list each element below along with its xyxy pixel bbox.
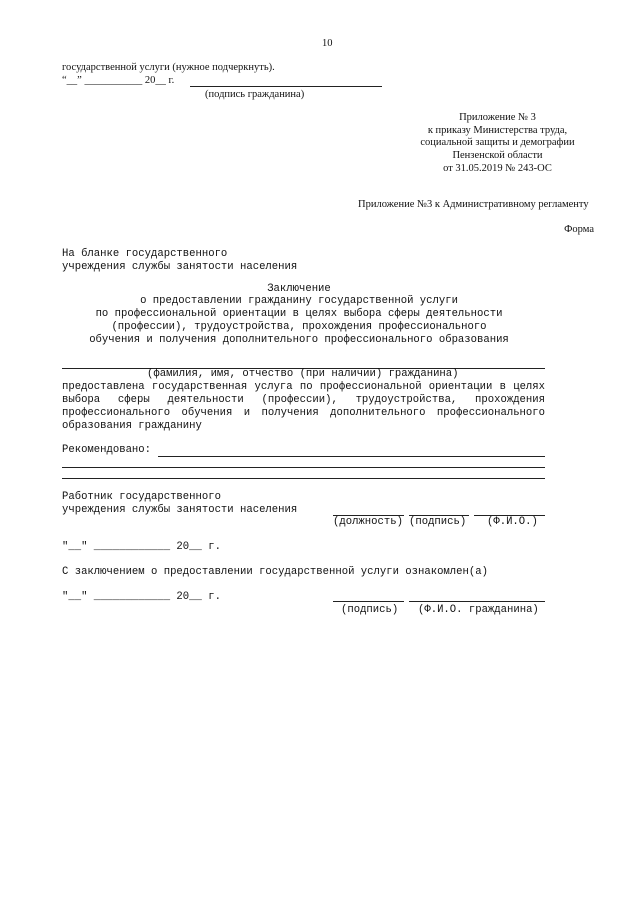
- appendix-line: к приказу Министерства труда,: [427, 125, 568, 136]
- citizen-full-name-caption: (Ф.И.О. гражданина): [418, 604, 539, 616]
- form-title: Заключение: [267, 283, 331, 295]
- date-line: "__" ____________ 20__ г.: [62, 591, 221, 603]
- subtitle-line: о предоставлении гражданину государственной услуги: [140, 295, 458, 307]
- body-line: образования гражданину: [62, 420, 202, 432]
- letterhead-line: На бланке государственного: [62, 248, 228, 260]
- worker-line: учреждения службы занятости населения: [62, 504, 298, 516]
- recommendation-line: [62, 478, 545, 479]
- signature-line: [333, 601, 404, 602]
- page-number: 10: [322, 38, 333, 49]
- form-label: Форма: [564, 224, 594, 235]
- subtitle-line: по профессиональной ориентации в целях выбора сферы деятельности: [95, 308, 503, 320]
- appendix-line: Приложение № 3: [459, 112, 536, 123]
- subtitle-line: обучения и получения дополнительного профессионального образования: [89, 334, 509, 346]
- date-line: “__” ___________ 20__ г.: [62, 75, 175, 86]
- regulation-appendix: Приложение №3 к Административному регламенту: [358, 199, 589, 210]
- continuation-text: государственной услуги (нужное подчеркнуть).: [62, 62, 275, 73]
- body-line: выбора сферы деятельности (профессии), трудоустройства, прохождения: [62, 394, 545, 406]
- recommended-label: Рекомендовано:: [62, 444, 152, 456]
- appendix-line: Пензенской области: [452, 150, 543, 161]
- appendix-line: от 31.05.2019 № 243-ОС: [443, 163, 552, 174]
- signature-caption: (подпись): [409, 516, 467, 528]
- citizen-name-caption: (фамилия, имя, отчество (при наличии) гражданина): [147, 368, 459, 380]
- signature-line: [190, 86, 382, 87]
- recommendation-line: [158, 456, 545, 457]
- position-caption: (должность): [333, 516, 403, 528]
- date-line: "__" ____________ 20__ г.: [62, 541, 221, 553]
- appendix-line: социальной защиты и демографии: [420, 137, 575, 148]
- body-line: предоставлена государственная услуга по профессиональной ориентации в целях: [62, 381, 545, 393]
- recommendation-line: [62, 467, 545, 468]
- full-name-caption: (Ф.И.О.): [487, 516, 538, 528]
- full-name-line: [409, 601, 545, 602]
- worker-line: Работник государственного: [62, 491, 221, 503]
- signature-caption: (подпись гражданина): [205, 89, 305, 100]
- body-line: профессионального обучения и получения дополнительного профессионального: [62, 407, 545, 419]
- subtitle-line: (профессии), трудоустройства, прохождения профессионального: [111, 321, 487, 333]
- acquaintance-text: С заключением о предоставлении государственной услуги ознакомлен(а): [62, 566, 488, 578]
- citizen-signature-caption: (подпись): [341, 604, 399, 616]
- letterhead-line: учреждения службы занятости населения: [62, 261, 298, 273]
